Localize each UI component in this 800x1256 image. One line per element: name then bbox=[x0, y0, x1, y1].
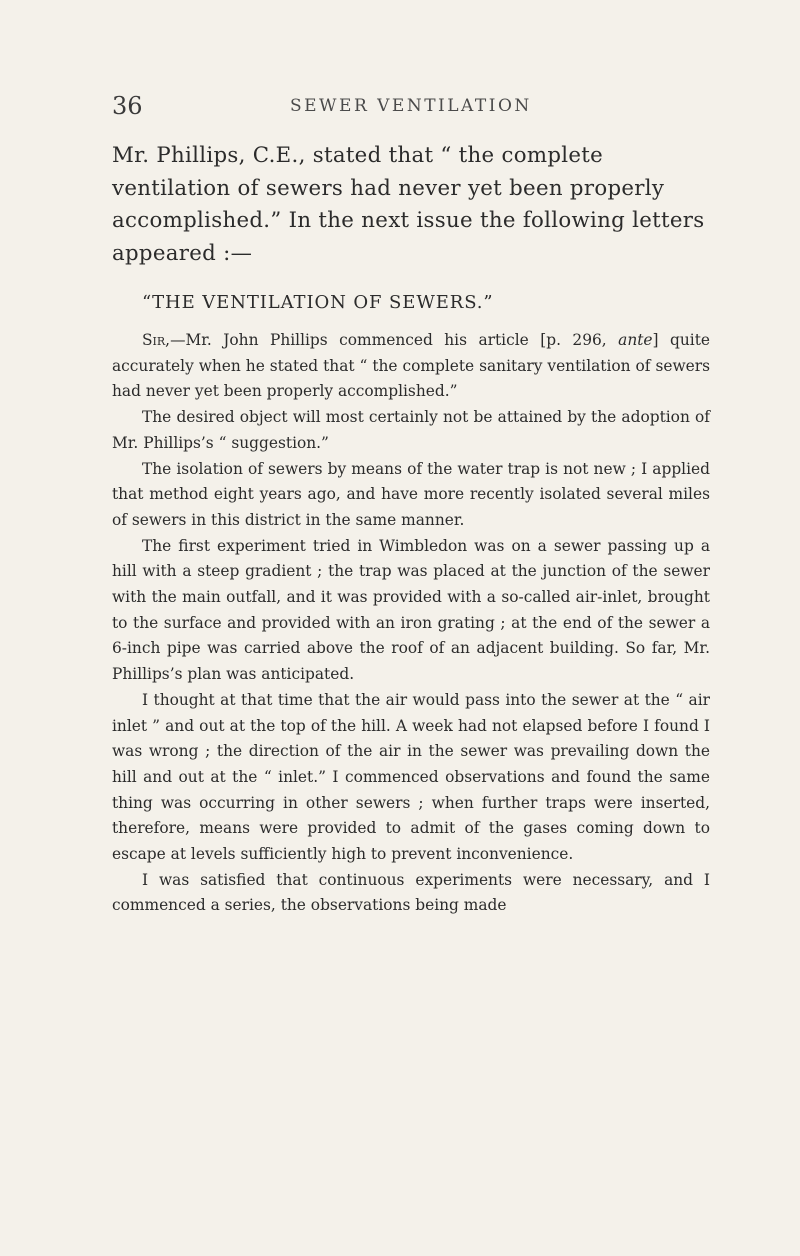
letter-paragraph-4: The first experiment tried in Wimbledon was on a sewer passing up a hill with a steep gradient ; the trap was placed at the junction of the sewer with the main outfall, and it was provided with a so-called air-inlet, brought to the surface and provided with an iron grating ; at the end of the sewer a 6-inch pipe was carried above the roof of an adjacent building. So far, Mr. Phillips’s plan was anticipated. bbox=[112, 536, 710, 684]
salutation: Sir, bbox=[142, 331, 171, 349]
ante-italic: ante bbox=[618, 331, 653, 349]
letter-paragraph-3: The isolation of sewers by means of the water trap is not new ; I applied that method eight years ago, and have more recently isolated several miles of sewers in this district in the same manner. bbox=[112, 459, 710, 529]
page-number: 36 bbox=[112, 92, 143, 120]
letter-body bbox=[112, 328, 710, 919]
running-head: SEWER VENTILATION bbox=[290, 96, 532, 116]
page-header bbox=[112, 92, 702, 122]
paragraph-1-text-b: ] quite accurately when he stated that “ the complete sanitary ventilation of sewers had never yet been properly accomplished.” bbox=[112, 331, 710, 401]
letter-paragraph-1 bbox=[112, 328, 710, 405]
letter-paragraph-2: The desired object will most certainly not be attained by the adoption of Mr. Phillips’s “ suggestion.” bbox=[112, 408, 710, 452]
paragraph-1-text-a: —Mr. John Phillips commenced his article [p. 296, bbox=[170, 331, 619, 349]
letter-paragraph-6: I was satisfied that continuous experiments were necessary, and I commenced a series, the observations being made bbox=[112, 870, 710, 915]
letter-paragraph-5: I thought at that time that the air would pass into the sewer at the “ air inlet ” and out at the top of the hill. A week had not elapsed before I found I was wrong ; the direction of the air in the sewer was prevailing down the hill and out at the “ inlet.” I commenced observations and found the same thing was occurring in other sewers ; when further traps were inserted, therefore, means were provided to admit of the gases coming down to escape at levels sufficiently high to prevent inconvenience. bbox=[112, 690, 710, 864]
intro-paragraph: Mr. Phillips, C.E., stated that “ the complete ventilation of sewers had never yet been properly accomplished.” In the next issue the following letters appeared :— bbox=[112, 143, 705, 266]
letter-title: “THE VENTILATION OF SEWERS.” bbox=[142, 292, 494, 313]
